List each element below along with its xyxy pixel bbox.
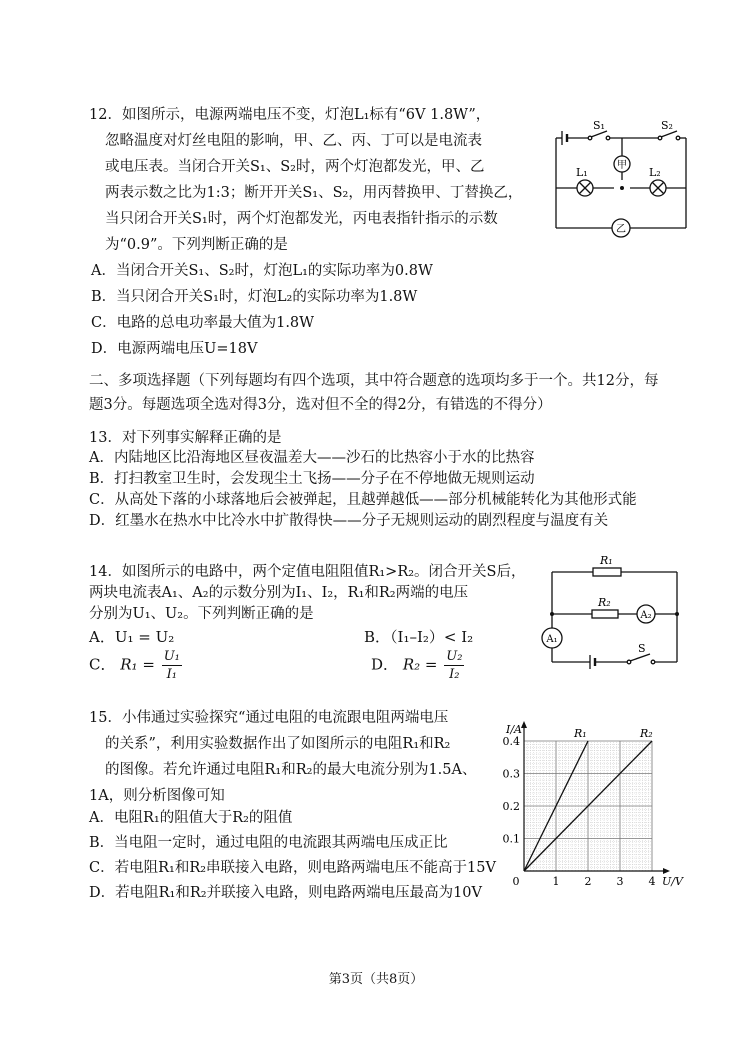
l2-label: L₂: [649, 166, 661, 179]
lamp-l1: [577, 180, 593, 196]
iu-graph: [500, 715, 700, 895]
resistor-r2: [592, 610, 618, 618]
lamp-l2: [650, 180, 666, 196]
q14-option-c-label: C．: [89, 655, 116, 674]
series-label-r2: R₂: [640, 727, 653, 740]
q14-option-b: B．（I₁–I₂）< I₂: [364, 628, 474, 646]
q15-line-3: 的图像。若允许通过电阻R₁和R₂的最大电流分别为1.5A、: [105, 762, 477, 778]
a1-label: A₁: [546, 634, 558, 645]
q12-option-a: A．当闭合开关S₁、S₂时，灯泡L₁的实际功率为0.8W: [91, 263, 433, 279]
q14-option-c-numerator: U₁: [163, 649, 180, 664]
q14-option-d: [371, 648, 466, 683]
s-label: S: [638, 642, 646, 655]
q15-option-b: B．当电阻一定时，通过电阻的电流跟其两端电压成正比: [89, 835, 448, 851]
q14-option-c: [89, 648, 184, 683]
q14-option-a: A．U₁ = U₂: [89, 628, 175, 646]
q12-option-b: B．当只闭合开关S₁时，灯泡L₂的实际功率为1.8W: [91, 289, 418, 305]
page-footer: 第3页（共8页）: [328, 972, 424, 987]
x-tick-label: 1: [552, 875, 560, 888]
q13-option-a: A．内陆地区比沿海地区昼夜温差大——沙石的比热容小于水的比热容: [89, 450, 535, 466]
junction-dot-right: [675, 612, 679, 616]
q12-line-5: 当只闭合开关S₁时，两个灯泡都发光，丙电表指针指示的示数: [105, 211, 498, 227]
chart-labels: [503, 723, 684, 888]
q15-option-c: C．若电阻R₁和R₂串联接入电路，则电路两端电压不能高于15V: [89, 860, 496, 876]
x-tick-label: 2: [584, 875, 592, 888]
q12-line-1: 12．如图所示，电源两端电压不变，灯泡L₁标有“6V 1.8W”，: [89, 107, 491, 123]
section2-heading-line-2: 题3分。每题选项全选对得3分，选对但不全的得2分，有错选的不得分）: [89, 397, 552, 413]
q15-option-a: A．电阻R₁的阻值大于R₂的阻值: [89, 810, 293, 826]
meter-jia-label: 甲: [617, 160, 627, 171]
q13-option-b: B．打扫教室卫生时，会发现尘土飞扬——分子在不停地做无规则运动: [89, 471, 535, 487]
s2-label: S₂: [661, 119, 673, 132]
junction-dot-left: [550, 612, 554, 616]
y-tick-label: 0.4: [502, 735, 520, 748]
q14-option-c-lhs: R₁ =: [120, 655, 155, 674]
a2-label: A₂: [640, 610, 652, 621]
q12-line-4: 两表示数之比为1:3；断开开关S₁、S₂，用丙替换甲、丁替换乙，: [105, 185, 523, 201]
x-axis-arrow: [663, 868, 670, 874]
section2-heading-line-1: 二、多项选择题（下列每题均有四个选项，其中符合题意的选项均多于一个。共12分，每: [89, 373, 659, 389]
x-tick-label: 3: [616, 875, 624, 888]
r1-label: R₁: [600, 554, 613, 567]
q12-circuit-diagram: [540, 114, 700, 244]
y-tick-label: 0.1: [502, 832, 520, 846]
x-tick-label: 0: [512, 875, 520, 888]
q12-line-3: 或电压表。当闭合开关S₁、S₂时，两个灯泡都发光，甲、乙: [105, 159, 485, 175]
meter-yi-label: 乙: [616, 224, 626, 235]
q12-option-d: D．电源两端电压U=18V: [91, 341, 258, 357]
q13-option-d: D．红墨水在热水中比冷水中扩散得快——分子无规则运动的剧烈程度与温度有关: [89, 513, 609, 529]
q14-circuit-diagram: [535, 552, 695, 672]
junction-dot: [620, 186, 624, 190]
y-tick-label: 0.2: [502, 800, 520, 813]
x-tick-label: 4: [648, 875, 656, 888]
y-axis-label: I/A: [506, 723, 522, 736]
q12-line-2: 忽略温度对灯丝电阻的影响，甲、乙、丙、丁可以是电流表: [105, 133, 482, 149]
x-axis-label: U/V: [662, 875, 683, 888]
q13-option-c: C．从高处下落的小球落地后会被弹起，且越弹越低——部分机械能转化为其他形式能: [89, 492, 637, 508]
resistor-r1: [593, 568, 621, 576]
s1-label: S₁: [593, 119, 605, 132]
q14-option-d-denominator: I₂: [449, 667, 460, 682]
series-label-r1: R₁: [574, 727, 587, 740]
r2-label: R₂: [598, 596, 611, 609]
q14-option-c-denominator: I₁: [166, 667, 177, 682]
q14-line-1: 14．如图所示的电路中，两个定值电阻阻值R₁>R₂。闭合开关S后，: [89, 564, 526, 580]
switch-s: [630, 654, 650, 661]
q14-option-d-lhs: R₂ =: [402, 655, 438, 674]
q14-option-d-numerator: U₂: [446, 649, 463, 664]
q15-line-2: 的关系”，利用实验数据作出了如图所示的电阻R₁和R₂: [105, 736, 451, 752]
q14-line-3: 分别为U₁、U₂。下列判断正确的是: [89, 606, 314, 622]
q14-option-c-fraction: [162, 648, 182, 683]
q12-option-c: C．电路的总电功率最大值为1.8W: [91, 315, 315, 331]
l1-label: L₁: [576, 166, 588, 179]
q14-option-d-fraction: [444, 648, 464, 683]
q14-line-2: 两块电流表A₁、A₂的示数分别为I₁、I₂，R₁和R₂两端的电压: [89, 585, 469, 601]
q13-stem: 13．对下列事实解释正确的是: [89, 430, 282, 446]
y-tick-label: 0.3: [502, 767, 520, 781]
q15-line-4: 1A，则分析图像可知: [89, 788, 225, 804]
q12-line-6: 为“0.9”。下列判断正确的是: [105, 237, 288, 253]
q15-line-1: 15．小伟通过实验探究“通过电阻的电流跟电阻两端电压: [89, 710, 449, 726]
q15-option-d: D．若电阻R₁和R₂并联接入电路，则电路两端电压最高为10V: [89, 885, 483, 901]
q14-option-d-label: D．: [371, 655, 399, 674]
